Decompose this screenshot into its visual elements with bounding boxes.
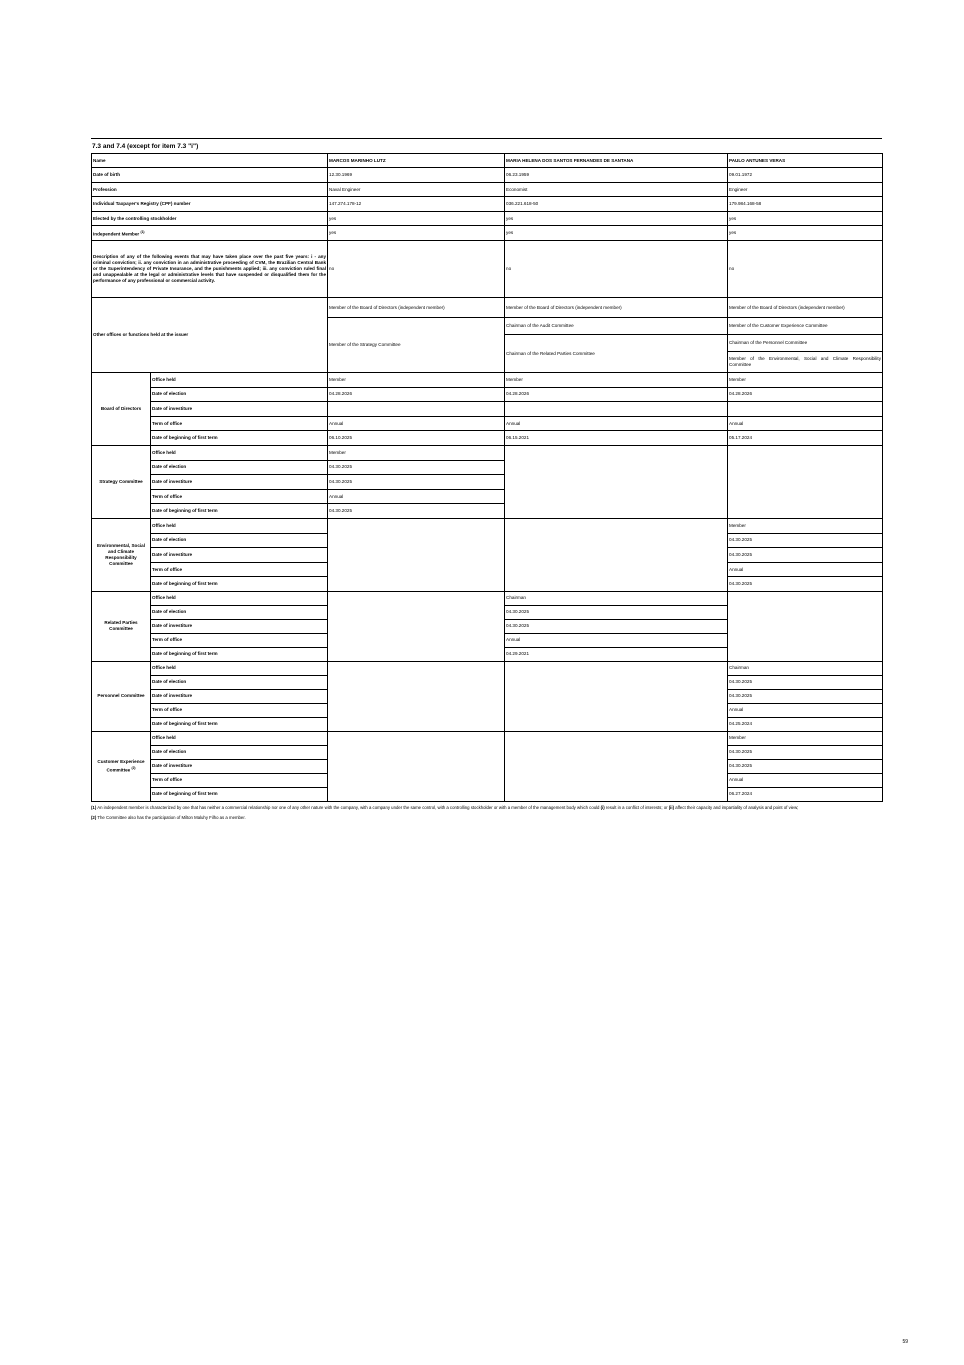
board-value: Annual: [505, 416, 728, 431]
table-row: [92, 431, 883, 446]
profession-value: Naval Engineer: [328, 183, 505, 197]
empty-cell: [728, 591, 883, 661]
field-label: Date of investiture: [151, 548, 328, 563]
empty-cell: [728, 445, 883, 518]
other-office: Member of the Board of Directors (independent member): [728, 298, 883, 318]
field-label: Date of election: [151, 605, 328, 619]
other-office: Member of the Environmental, Social and Climate Responsibility Committee: [728, 352, 883, 373]
field-label: Office held: [151, 445, 328, 460]
board-value: Annual: [328, 416, 505, 431]
section-title: 7.3 and 7.4 (except for item 7.3 "i"): [91, 138, 882, 153]
empty-cell: [328, 661, 505, 731]
table-row: [92, 373, 883, 388]
table-row: [92, 402, 883, 417]
other-office: Member of the Board of Directors (independent member): [505, 298, 728, 318]
page-number: 59: [902, 1339, 908, 1345]
personnel-value: 04.25.2024: [728, 717, 883, 731]
field-label: Term of office: [151, 703, 328, 717]
cpf-value: 036.221.618-50: [505, 197, 728, 212]
cpf-label: Individual Taxpayer's Registry (CPF) number: [92, 197, 328, 212]
independent-value: yes: [728, 226, 883, 241]
table-row: [92, 387, 883, 402]
profession-label: Profession: [92, 183, 328, 197]
related-value: Annual: [505, 633, 728, 647]
board-value: Member: [505, 373, 728, 388]
other-offices-label: Other offices or functions held at the issuer: [92, 298, 328, 373]
strategy-value: 04.30.2025: [328, 460, 505, 475]
empty-cell: [328, 518, 505, 591]
field-label: Date of beginning of first term: [151, 647, 328, 661]
field-label: Date of investiture: [151, 475, 328, 490]
name-col-2: MARIA HELENA DOS SANTOS FERNANDES DE SANTANA: [505, 154, 728, 168]
board-value: Member: [328, 373, 505, 388]
table-row: [92, 591, 883, 605]
board-value: [328, 402, 505, 417]
personnel-value: Annual: [728, 703, 883, 717]
table-row: [92, 731, 883, 745]
empty-cell: [505, 518, 728, 591]
esg-value: Member: [728, 518, 883, 533]
elected-label: Elected by the controlling stockholder: [92, 212, 328, 226]
other-office: Member of the Strategy Committee: [328, 318, 505, 373]
board-value: 04.28.2026: [505, 387, 728, 402]
empty-cell: [505, 731, 728, 801]
field-label: Date of investiture: [151, 619, 328, 633]
customer-value: Member: [728, 731, 883, 745]
field-label: Date of election: [151, 387, 328, 402]
table-row: [92, 183, 883, 197]
events-value: no: [328, 241, 505, 298]
related-value: 04.29.2021: [505, 647, 728, 661]
esg-label: Environmental, Social and Climate Responsibility Committee: [92, 518, 151, 591]
table-row: [92, 168, 883, 183]
other-office: Member of the Customer Experience Committee: [728, 318, 883, 335]
document: [91, 138, 882, 820]
customer-value: 04.30.2025: [728, 759, 883, 773]
field-label: Date of investiture: [151, 402, 328, 417]
customer-value: 04.30.2025: [728, 745, 883, 759]
table-row: [92, 661, 883, 675]
field-label: Term of office: [151, 416, 328, 431]
board-value: 04.28.2026: [728, 387, 883, 402]
table-row: [92, 445, 883, 460]
field-label: Term of office: [151, 633, 328, 647]
board-value: 05.17.2024: [728, 431, 883, 446]
board-value: 06.10.2025: [328, 431, 505, 446]
field-label: Date of beginning of first term: [151, 431, 328, 446]
other-office: Chairman of the Personnel Committee: [728, 335, 883, 352]
board-label: Board of Directors: [92, 373, 151, 446]
field-label: Date of beginning of first term: [151, 787, 328, 801]
field-label: Date of beginning of first term: [151, 717, 328, 731]
empty-cell: [505, 445, 728, 518]
empty-cell: [328, 591, 505, 661]
customer-label: Customer Experience Committee $^{(2)}$: [92, 731, 151, 801]
independent-value: yes: [505, 226, 728, 241]
personnel-label: Personnel Committee: [92, 661, 151, 731]
events-value: no: [728, 241, 883, 298]
other-office: Member of the Board of Directors (independent member): [328, 298, 505, 318]
field-label: Office held: [151, 731, 328, 745]
table-row: [92, 197, 883, 212]
dob-value: 12.30.1969: [328, 168, 505, 183]
empty-cell: [328, 731, 505, 801]
field-label: Term of office: [151, 773, 328, 787]
dob-label: Date of birth: [92, 168, 328, 183]
events-value: no: [505, 241, 728, 298]
related-value: 04.30.2025: [505, 605, 728, 619]
customer-value: Annual: [728, 773, 883, 787]
field-label: Date of election: [151, 745, 328, 759]
field-label: Office held: [151, 661, 328, 675]
cpf-value: 147.274.178-12: [328, 197, 505, 212]
field-label: Date of investiture: [151, 759, 328, 773]
board-value: [728, 402, 883, 417]
esg-value: 04.30.2025: [728, 548, 883, 563]
strategy-value: 04.30.2025: [328, 504, 505, 519]
field-label: Date of beginning of first term: [151, 504, 328, 519]
other-office: Chairman of the Audit Committee: [505, 318, 728, 335]
personnel-value: 04.30.2025: [728, 689, 883, 703]
name-col-3: PAULO ANTUNES VERAS: [728, 154, 883, 168]
strategy-value: 04.30.2025: [328, 475, 505, 490]
related-label: Related Parties Committee: [92, 591, 151, 661]
board-value: 06.15.2021: [505, 431, 728, 446]
field-label: Date of election: [151, 460, 328, 475]
field-label: Term of office: [151, 489, 328, 504]
strategy-label: Strategy Committee: [92, 445, 151, 518]
dob-value: 09.01.1972: [728, 168, 883, 183]
dob-value: 06.23.1959: [505, 168, 728, 183]
footnote-ref: (1): [140, 229, 145, 234]
field-label: Office held: [151, 591, 328, 605]
board-value: 04.28.2026: [328, 387, 505, 402]
customer-value: 06.27.2024: [728, 787, 883, 801]
table-row: [92, 154, 883, 168]
related-value: 04.30.2025: [505, 619, 728, 633]
field-label: Date of investiture: [151, 689, 328, 703]
profession-value: Engineer: [728, 183, 883, 197]
footnote-1: (1) An independent member is characterized by one that has neither a commercial relationship nor one of any other nature with the company, with a company under the same control, with a controlling stockholder or with a member of the management body which could (i) result in a conflict of interests; or (ii) affect their capacity and impartiality of analysis and point of view;: [91, 804, 799, 810]
related-value: Chairman: [505, 591, 728, 605]
table-row: [92, 226, 883, 241]
table-row: [92, 518, 883, 533]
board-value: [505, 402, 728, 417]
empty-cell: [505, 661, 728, 731]
strategy-value: Annual: [328, 489, 505, 504]
esg-value: 04.30.2025: [728, 533, 883, 548]
field-label: Date of election: [151, 675, 328, 689]
cpf-value: 179.984.168-58: [728, 197, 883, 212]
field-label: Office held: [151, 373, 328, 388]
personnel-value: 04.30.2025: [728, 675, 883, 689]
other-office: Chairman of the Related Parties Committee: [505, 335, 728, 373]
elected-value: yes: [505, 212, 728, 226]
footnote-ref: (2): [131, 766, 136, 771]
independent-value: yes: [328, 226, 505, 241]
table-row: [92, 212, 883, 226]
strategy-value: Member: [328, 445, 505, 460]
field-label: Date of election: [151, 533, 328, 548]
events-label: Description of any of the following events that may have taken place over the past five years: i - any criminal conviction; ii. any conviction in an administrative proceeding of CVM, the Brazilian Central Bank or the Superintendency of Private Insurance, and the punishments applied; iii. any conviction ruled final and unappealable at the legal or administrative levels that have suspended or disqualified them for the performance of any professional or commercial activity.: [92, 241, 328, 298]
personnel-value: Chairman: [728, 661, 883, 675]
table-row: [92, 241, 883, 298]
table-row: [92, 298, 883, 318]
name-label: Name: [92, 154, 328, 168]
elected-value: yes: [728, 212, 883, 226]
field-label: Term of office: [151, 562, 328, 577]
table-row: [92, 416, 883, 431]
field-label: Date of beginning of first term: [151, 577, 328, 592]
esg-value: 04.30.2025: [728, 577, 883, 592]
elected-value: yes: [328, 212, 505, 226]
profession-value: Economist: [505, 183, 728, 197]
management-table: [91, 153, 883, 802]
name-col-1: MARCOS MARINHO LUTZ: [328, 154, 505, 168]
board-value: Member: [728, 373, 883, 388]
board-value: Annual: [728, 416, 883, 431]
field-label: Office held: [151, 518, 328, 533]
independent-label: Independent Member $^{(1)}$: [92, 226, 328, 241]
esg-value: Annual: [728, 562, 883, 577]
footnote-2: (2) The Committee also has the participation of Milton Maluhy Filho as a member.: [91, 814, 246, 820]
